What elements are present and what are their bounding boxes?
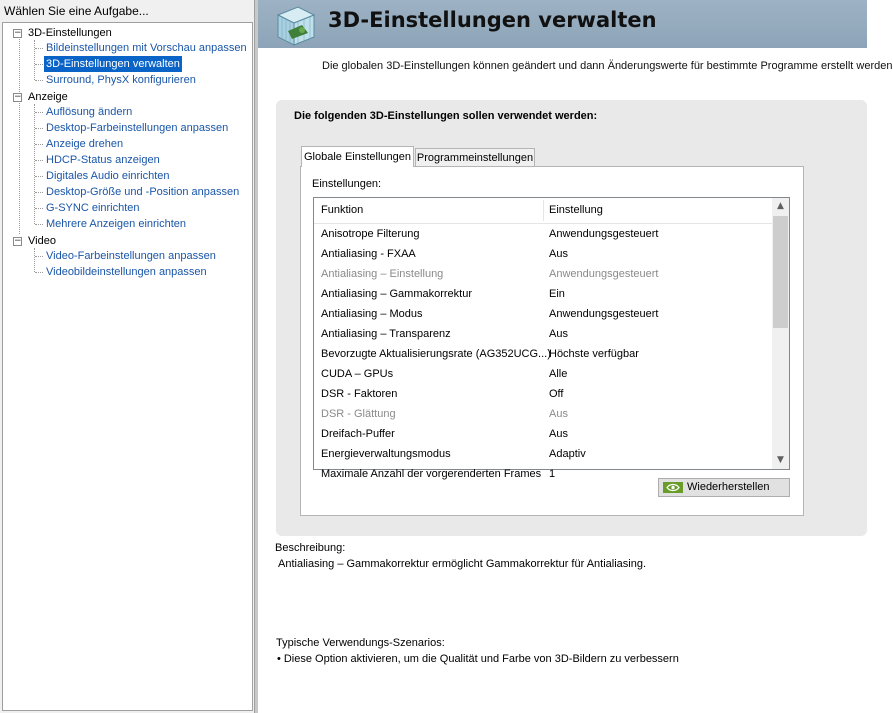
table-row[interactable] — [314, 264, 773, 284]
row-setting[interactable]: Anwendungsgesteuert — [549, 228, 659, 240]
row-setting[interactable]: Alle — [549, 368, 568, 380]
panel-title: Die folgenden 3D-Einstellungen sollen verwendet werden: — [294, 110, 598, 122]
row-function: Energieverwaltungsmodus — [321, 448, 451, 460]
category-label: 3D-Einstellungen — [28, 27, 112, 39]
row-setting[interactable]: Aus — [549, 428, 568, 440]
tree-line — [35, 224, 43, 225]
row-function: Antialiasing – Transparenz — [321, 328, 451, 340]
tree-line — [19, 36, 20, 234]
row-setting[interactable]: Adaptiv — [549, 448, 586, 460]
table-row[interactable] — [314, 244, 773, 264]
row-function: DSR - Faktoren — [321, 388, 398, 400]
collapse-icon[interactable]: − — [14, 236, 22, 246]
table-row[interactable] — [314, 304, 773, 324]
vertical-scrollbar[interactable] — [772, 198, 789, 469]
row-function: Antialiasing – Einstellung — [321, 268, 444, 280]
tree-line — [35, 128, 43, 129]
tree-line — [35, 176, 43, 177]
restore-button[interactable] — [658, 478, 790, 497]
tree-line — [35, 208, 43, 209]
row-setting[interactable]: Ein — [549, 288, 565, 300]
tree-line — [35, 112, 43, 113]
row-setting[interactable]: Aus — [549, 328, 568, 340]
sidebar-item-digital-audio[interactable]: Digitales Audio einrichten — [46, 170, 170, 182]
task-pane — [0, 0, 258, 713]
pane-splitter[interactable] — [254, 0, 258, 713]
table-row[interactable] — [314, 324, 773, 344]
table-row[interactable] — [314, 224, 773, 244]
usage-item — [277, 653, 679, 665]
3d-cube-icon — [272, 3, 318, 47]
bullet-icon: • — [277, 653, 281, 665]
row-function: Dreifach-Puffer — [321, 428, 395, 440]
row-function: CUDA – GPUs — [321, 368, 394, 380]
row-setting[interactable]: Aus — [549, 248, 568, 260]
row-function: Anisotrope Filterung — [321, 228, 420, 240]
row-function: Antialiasing - FXAA — [321, 248, 416, 260]
sidebar-item-multiple-displays[interactable]: Mehrere Anzeigen einrichten — [46, 218, 187, 230]
sidebar-item-manage-3d-settings[interactable]: 3D-Einstellungen verwalten — [46, 58, 180, 70]
table-row[interactable] — [314, 404, 773, 424]
row-setting[interactable]: Anwendungsgesteuert — [549, 268, 659, 280]
tree-line — [35, 64, 43, 65]
intro-text: Die globalen 3D-Einstellungen können geändert und dann Änderungswerte für bestimmte Programme erstellt werden — [322, 60, 893, 72]
nvidia-logo-icon — [663, 482, 683, 493]
table-row[interactable] — [314, 384, 773, 404]
row-function: Maximale Anzahl der vorgerenderten Frames — [321, 468, 542, 480]
category-label: Video — [28, 235, 56, 247]
column-header-setting[interactable]: Einstellung — [549, 204, 603, 216]
category-label: Anzeige — [28, 91, 68, 103]
description-text: Antialiasing – Gammakorrektur ermöglicht Gammakorrektur für Antialiasing. — [278, 558, 647, 570]
sidebar-item-change-resolution[interactable]: Auflösung ändern — [46, 106, 133, 118]
table-row[interactable] — [314, 344, 773, 364]
sidebar-item-desktop-size-position[interactable]: Desktop-Größe und -Position anpassen — [46, 186, 240, 198]
tree-line — [35, 144, 43, 145]
table-row[interactable] — [314, 424, 773, 444]
tree-line — [35, 256, 43, 257]
collapse-icon[interactable]: − — [14, 28, 22, 38]
sidebar-item-hdcp-status[interactable]: HDCP-Status anzeigen — [46, 154, 160, 166]
column-header-function[interactable]: Funktion — [321, 204, 364, 216]
sidebar-item-video-image[interactable]: Videobildeinstellungen anpassen — [46, 266, 207, 278]
row-setting[interactable]: 1 — [549, 468, 556, 480]
tree-line — [35, 80, 43, 81]
row-setting[interactable]: Off — [549, 388, 564, 400]
page-title: 3D-Einstellungen verwalten — [328, 8, 657, 32]
restore-button-label: Wiederherstellen — [687, 481, 770, 493]
tree-line — [34, 248, 35, 272]
tree-line — [34, 104, 35, 224]
collapse-icon[interactable]: − — [14, 92, 22, 102]
row-function: Antialiasing – Modus — [321, 308, 423, 320]
row-function: Antialiasing – Gammakorrektur — [321, 288, 473, 300]
sidebar-item-image-settings-preview[interactable]: Bildeinstellungen mit Vorschau anpassen — [46, 42, 247, 54]
scrollbar-thumb[interactable] — [773, 216, 788, 328]
sidebar-item-gsync[interactable]: G-SYNC einrichten — [46, 202, 140, 214]
table-row[interactable] — [314, 284, 773, 304]
table-row[interactable] — [314, 444, 773, 464]
row-function: DSR - Glättung — [321, 408, 396, 420]
tree-line — [35, 160, 43, 161]
tree-line — [35, 272, 43, 273]
row-setting[interactable]: Anwendungsgesteuert — [549, 308, 659, 320]
column-divider[interactable] — [543, 200, 544, 221]
usage-item-text: Diese Option aktivieren, um die Qualität und Farbe von 3D-Bildern zu verbessern — [283, 653, 679, 665]
sidebar-item-video-color[interactable]: Video-Farbeinstellungen anpassen — [46, 250, 216, 262]
tree-line — [35, 48, 43, 49]
tab-program-settings[interactable]: Programmeinstellungen — [415, 148, 535, 167]
sidebar-item-rotate-display[interactable]: Anzeige drehen — [46, 138, 124, 150]
row-setting[interactable]: Aus — [549, 408, 568, 420]
row-setting[interactable]: Höchste verfügbar — [549, 348, 639, 360]
list-header — [314, 198, 773, 224]
usage-label: Typische Verwendungs-Szenarios: — [276, 637, 445, 649]
sidebar-item-surround-physx[interactable]: Surround, PhysX konfigurieren — [46, 74, 196, 86]
settings-label: Einstellungen: — [312, 178, 382, 190]
sidebar-item-desktop-color[interactable]: Desktop-Farbeinstellungen anpassen — [46, 122, 229, 134]
description-label: Beschreibung: — [275, 542, 346, 554]
tree-line — [34, 40, 35, 80]
scroll-down-icon[interactable]: ▼ — [777, 455, 784, 465]
table-row[interactable] — [314, 364, 773, 384]
task-tree[interactable] — [2, 22, 253, 711]
task-pane-header: Wählen Sie eine Aufgabe... — [4, 4, 149, 18]
row-function: Bevorzugte Aktualisierungsrate (AG352UCG...) — [321, 348, 551, 360]
settings-list[interactable] — [313, 197, 790, 480]
scroll-up-icon[interactable]: ▲ — [777, 201, 784, 211]
tab-global-settings[interactable]: Globale Einstellungen — [301, 146, 414, 167]
tree-line — [35, 192, 43, 193]
